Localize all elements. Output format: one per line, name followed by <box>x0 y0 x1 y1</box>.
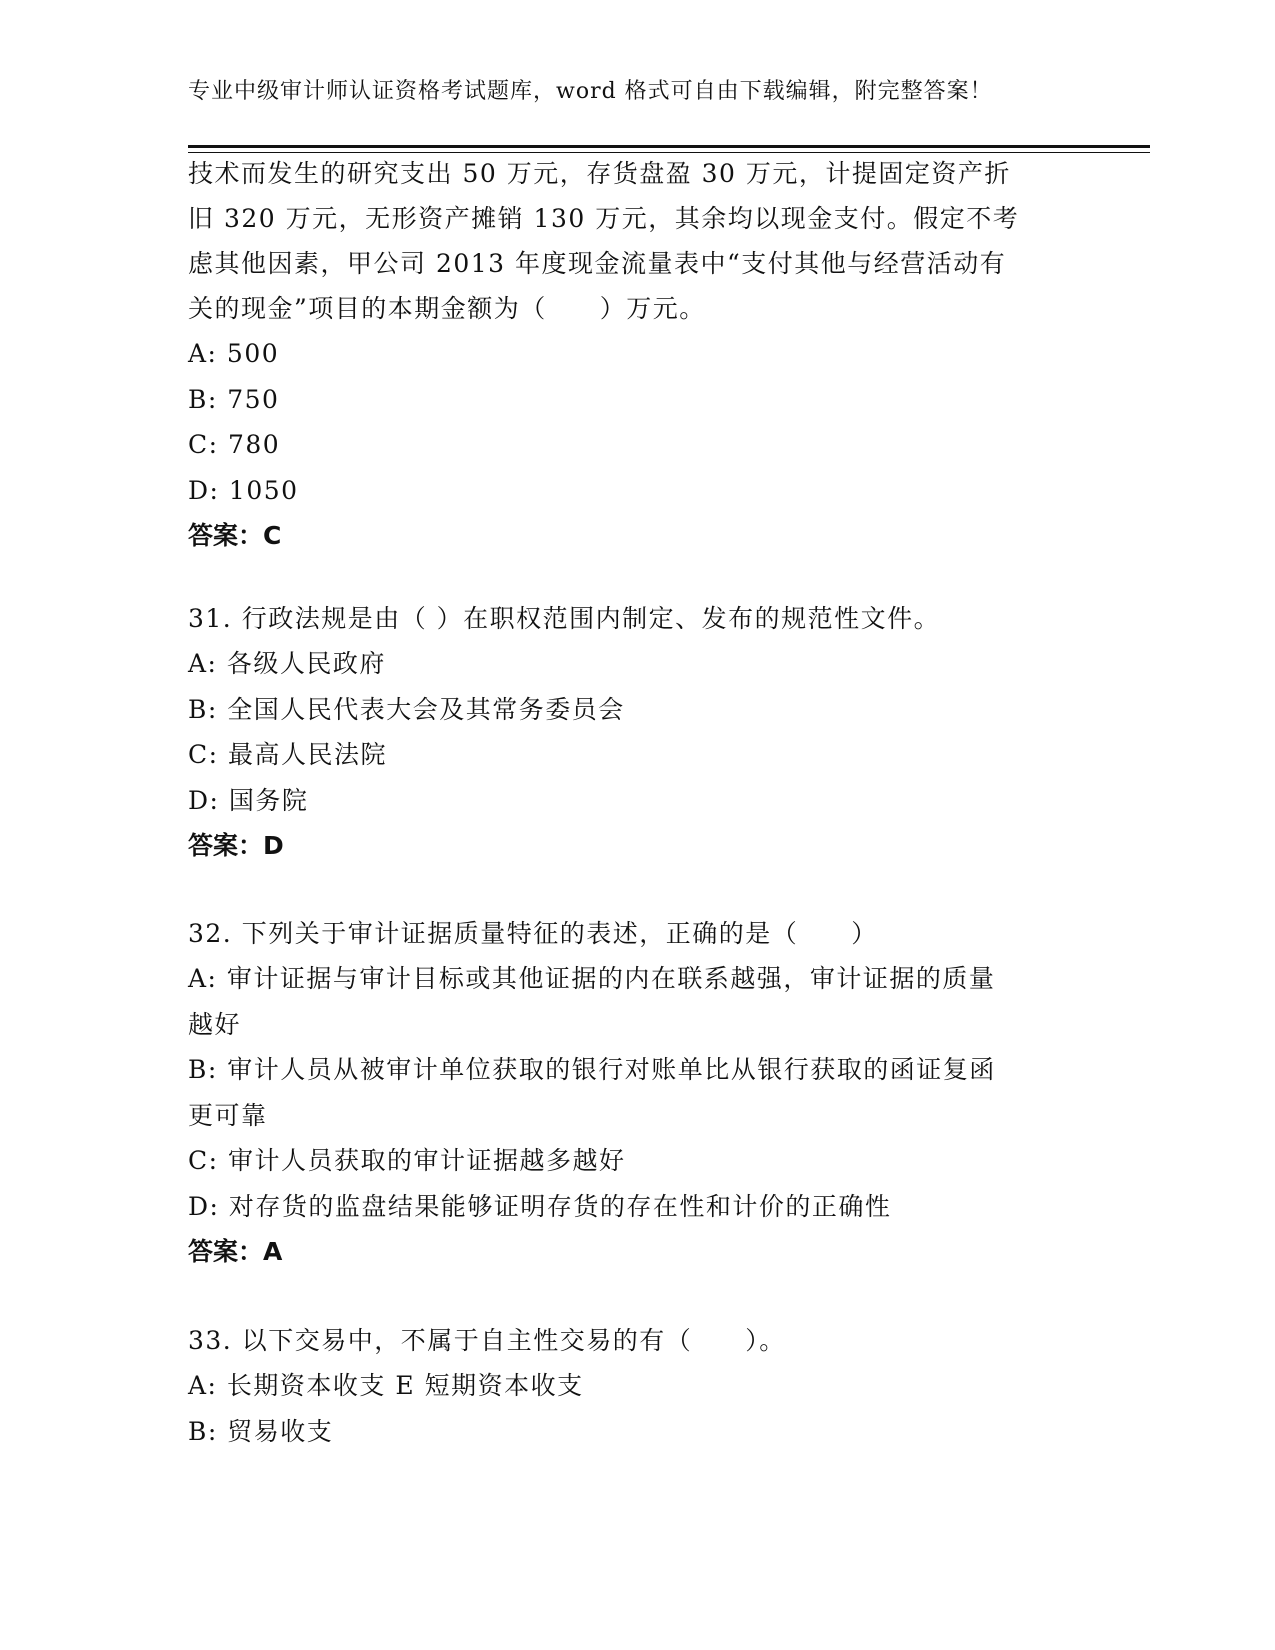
option-a: A: 审计证据与审计目标或其他证据的内在联系越强，审计证据的质量 <box>188 964 996 993</box>
answer-label: 答案：A <box>188 1237 283 1266</box>
option-d: D: 1050 <box>188 475 299 505</box>
answer-label: 答案：D <box>188 831 284 860</box>
option-b-continued: 更可靠 <box>188 1100 268 1130</box>
page-header: 专业中级审计师认证资格考试题库，word 格式可自由下载编辑，附完整答案！ <box>188 79 993 104</box>
header-rule-thick <box>188 145 1150 148</box>
question-stem-line: 技术而发生的研究支出 50 万元，存货盘盈 30 万元，计提固定资产折 <box>188 159 1011 188</box>
question-stem: 32. 下列关于审计证据质量特征的表述，正确的是（ ） <box>188 919 878 948</box>
question-32 <box>188 911 1088 1274</box>
option-b: B: 贸易收支 <box>188 1416 334 1446</box>
question-stem: 33. 以下交易中，不属于自主性交易的有（ ）。 <box>188 1326 786 1355</box>
option-a: A: 长期资本收支 E 短期资本收支 <box>188 1371 584 1400</box>
option-c: C: 780 <box>188 430 281 459</box>
option-d: D: 对存货的监盘结果能够证明存货的存在性和计价的正确性 <box>188 1191 892 1221</box>
answer-label: 答案：C <box>188 521 282 550</box>
question-33 <box>188 1318 1088 1454</box>
option-a-continued: 越好 <box>188 1009 242 1039</box>
option-b: B: 审计人员从被审计单位获取的银行对账单比从银行获取的函证复函 <box>188 1055 996 1084</box>
option-c: C: 最高人民法院 <box>188 740 387 769</box>
option-a: A: 500 <box>188 339 280 368</box>
option-a: A: 各级人民政府 <box>188 649 386 678</box>
option-b: B: 750 <box>188 384 280 414</box>
question-stem-line: 关的现金”项目的本期金额为（ ）万元。 <box>188 294 706 323</box>
option-d: D: 国务院 <box>188 785 309 815</box>
question-stem-line: 旧 320 万元，无形资产摊销 130 万元，其余均以现金支付。假定不考 <box>188 204 1020 233</box>
question-31 <box>188 596 1088 868</box>
question-stem-line: 虑其他因素，甲公司 2013 年度现金流量表中“支付其他与经营活动有 <box>188 249 1007 278</box>
question-30 <box>188 151 1088 558</box>
question-stem: 31. 行政法规是由（ ）在职权范围内制定、发布的规范性文件。 <box>188 604 941 633</box>
option-c: C: 审计人员获取的审计证据越多越好 <box>188 1146 626 1175</box>
option-b: B: 全国人民代表大会及其常务委员会 <box>188 694 625 724</box>
